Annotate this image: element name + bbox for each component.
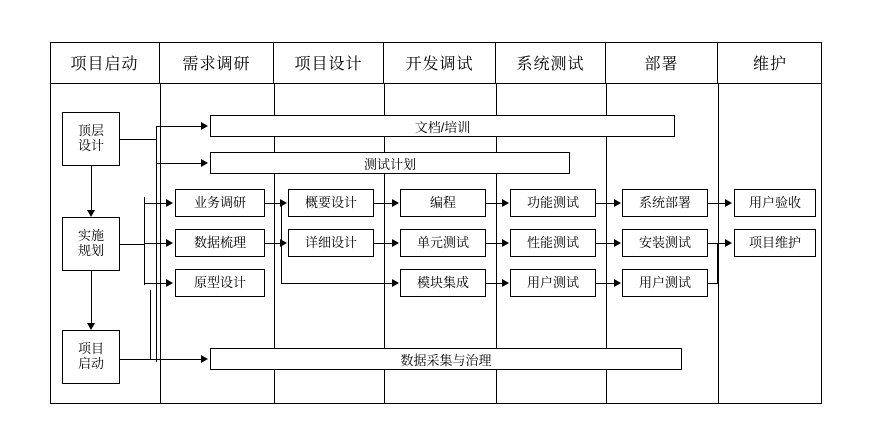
bar-docs-training[interactable] (210, 115, 675, 137)
task-label: 系统部署 (638, 194, 691, 210)
task-label: 数据梳理 (193, 234, 246, 250)
arrowhead-down-plan (87, 210, 95, 217)
arrowhead-detailed-design (280, 239, 287, 247)
connector-plan-to-kickoff (91, 271, 92, 323)
connector-user-test-to-user-test (596, 283, 615, 284)
column-header-label: 开发调试 (405, 56, 474, 73)
connector-module-to-user-test (486, 283, 503, 284)
column-header-label: 需求调研 (182, 56, 251, 73)
stage-label-top-design (78, 124, 104, 154)
rail-vertical-inner (144, 197, 145, 285)
connector-top-design-to-rail (120, 139, 156, 140)
arrowhead-down-kickoff (87, 323, 95, 330)
arrowhead-prototype-design (166, 279, 173, 287)
stage-label-line1: 顶层 (77, 123, 104, 139)
arrowhead-user-test-system (502, 279, 509, 287)
arrowhead-installation-test (614, 239, 621, 247)
column-header-label: 系统测试 (516, 56, 585, 73)
task-label: 模块集成 (416, 274, 469, 290)
task-box-data-consolidation[interactable] (175, 229, 265, 257)
connector-business-to-outline (265, 203, 281, 204)
task-label: 性能测试 (526, 234, 579, 250)
stage-label-line2: 规划 (77, 243, 104, 258)
task-box-performance-test[interactable] (510, 229, 596, 257)
task-box-unit-test[interactable] (400, 229, 486, 257)
arrowhead-system-deployment (614, 199, 621, 207)
arrowhead-docs-bar (201, 122, 208, 130)
task-box-installation-test[interactable] (622, 229, 708, 257)
task-label: 原型设计 (193, 274, 246, 290)
column-header-deployment (606, 42, 718, 83)
task-box-functional-test[interactable] (510, 189, 596, 217)
stage-label-line1: 项目 (77, 341, 104, 357)
column-header-label: 项目启动 (70, 56, 139, 73)
connector-outline-to-coding (374, 203, 393, 204)
arrowhead-test-plan-bar (201, 159, 208, 167)
stage-box-project-kickoff[interactable] (62, 330, 120, 384)
task-label: 单元测试 (416, 234, 469, 250)
task-box-project-maintenance[interactable] (734, 229, 816, 257)
arrowhead-project-maintenance (725, 239, 732, 247)
stage-label-project-kickoff (78, 342, 104, 372)
stage-label-line2: 启动 (77, 356, 104, 371)
arrowhead-outline-design (280, 199, 287, 207)
stage-label-implementation-plan (78, 229, 104, 259)
column-divider-6 (718, 84, 719, 404)
task-label: 用户测试 (526, 274, 579, 290)
column-header-row (50, 42, 822, 84)
task-box-business-research[interactable] (175, 189, 265, 217)
bar-test-plan[interactable] (210, 152, 570, 174)
task-label: 业务调研 (193, 194, 246, 210)
bar-data-collection-governance[interactable] (210, 348, 682, 370)
connector-user-test-to-rail (708, 283, 718, 284)
column-header-system-test (496, 42, 606, 83)
stage-label-line2: 设计 (77, 138, 104, 153)
connector-rail-to-docs-bar (156, 126, 203, 127)
arrowhead-business-research (166, 199, 173, 207)
rail-deployment-column (717, 243, 718, 283)
arrowhead-performance-test (502, 239, 509, 247)
task-box-detailed-design[interactable] (288, 229, 374, 257)
column-header-design (274, 42, 384, 83)
column-header-maintenance (718, 42, 822, 83)
task-label: 概要设计 (304, 194, 357, 210)
column-header-label: 维护 (752, 56, 787, 73)
rail-vertical-kickoff (150, 290, 151, 360)
bar-label-data-collection-governance: 数据采集与治理 (400, 352, 492, 368)
task-box-outline-design[interactable] (288, 189, 374, 217)
column-divider-1 (160, 84, 161, 404)
rail-vertical-outer (156, 126, 157, 362)
connector-plan-to-rail (120, 244, 144, 245)
arrowhead-user-acceptance (725, 199, 732, 207)
arrowhead-data-consolidation (166, 239, 173, 247)
arrowhead-unit-test (392, 239, 399, 247)
connector-deployment-to-acceptance (708, 203, 726, 204)
task-box-user-test-system[interactable] (510, 269, 596, 297)
task-label: 编程 (429, 194, 456, 210)
task-label: 详细设计 (304, 234, 357, 250)
stage-box-implementation-plan[interactable] (62, 217, 120, 271)
bar-label-docs-training: 文档/培训 (414, 119, 471, 135)
column-header-requirements (160, 42, 274, 83)
task-label: 功能测试 (526, 194, 579, 210)
task-box-coding[interactable] (400, 189, 486, 217)
stage-label-line1: 实施 (77, 228, 104, 244)
connector-functional-to-deployment (596, 203, 615, 204)
connector-rail-to-test-plan-bar (156, 163, 203, 164)
task-box-system-deployment[interactable] (622, 189, 708, 217)
connector-coding-to-functional-test (486, 203, 503, 204)
task-box-module-integration[interactable] (400, 269, 486, 297)
arrowhead-module-integration (392, 279, 399, 287)
task-label: 用户测试 (638, 274, 691, 290)
task-label: 用户验收 (748, 194, 801, 210)
connector-detailed-to-unit-test (374, 243, 393, 244)
connector-kickoff-to-data-bar (120, 359, 203, 360)
task-box-user-acceptance[interactable] (734, 189, 816, 217)
column-header-label: 项目设计 (294, 56, 363, 73)
arrowhead-user-test-deployment (614, 279, 621, 287)
arrowhead-coding (392, 199, 399, 207)
task-box-user-test-deployment[interactable] (622, 269, 708, 297)
connector-unit-to-performance-test (486, 243, 503, 244)
column-header-project-start (50, 42, 160, 83)
task-label: 安装测试 (638, 234, 691, 250)
column-header-development (384, 42, 496, 83)
arrowhead-functional-test (502, 199, 509, 207)
bar-label-test-plan: 测试计划 (363, 156, 416, 172)
arrowhead-data-bar (201, 355, 208, 363)
task-label: 项目维护 (748, 234, 801, 250)
column-header-label: 部署 (644, 56, 679, 73)
connector-design-to-module-integration (281, 283, 393, 284)
connector-performance-to-installation (596, 243, 615, 244)
connector-data-to-detailed (265, 243, 281, 244)
stage-box-top-design[interactable] (62, 112, 120, 166)
connector-top-design-to-plan (91, 166, 92, 210)
task-box-prototype-design[interactable] (175, 269, 265, 297)
